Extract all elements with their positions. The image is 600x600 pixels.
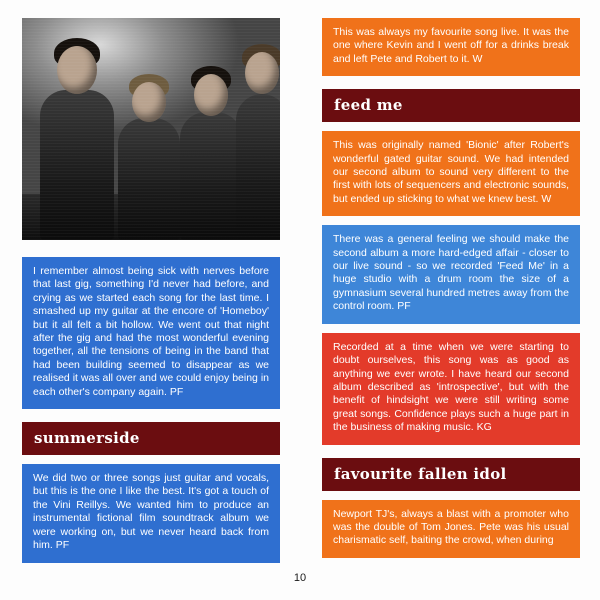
left-column	[22, 18, 280, 563]
spacer	[22, 240, 280, 257]
spacer	[322, 122, 580, 131]
spacer	[322, 76, 580, 89]
text-block-summerside	[22, 464, 280, 562]
spacer	[322, 324, 580, 333]
text-block-body: There was a general feeling we should make the second album a more hard-edged affair - closer to our live sound - so we recorded 'Feed Me' in a huge studio with a drum room the size of a gymnasium several hundred metres away from the control room. PF	[333, 233, 569, 313]
text-block-second-album-sound	[322, 225, 580, 323]
spacer	[22, 455, 280, 464]
text-block-confidence	[322, 333, 580, 445]
photo-figure-4	[236, 94, 280, 240]
photo-figure-head	[132, 82, 166, 122]
right-column	[322, 18, 580, 558]
photo-figure-head	[57, 46, 97, 94]
photo-figure-3	[180, 112, 242, 240]
text-block-last-gig	[22, 257, 280, 409]
spacer	[322, 491, 580, 500]
photo-figure-2	[118, 118, 180, 240]
text-block-bionic-origin	[322, 131, 580, 216]
section-heading-feed-me: feed me	[322, 89, 580, 122]
photo-figure-head	[245, 52, 279, 94]
section-heading-summerside: summerside	[22, 422, 280, 455]
text-block-body: Recorded at a time when we were starting to doubt ourselves, this song was as good as anything we ever wrote. I have heard our second album described as 'introspective', but with the benefit of hindsight we were still writing some great songs. Confidence plays such a huge part in the business of making music. KG	[333, 340, 569, 434]
text-block-body: I remember almost being sick with nerves before that last gig, something I'd never had before, and crying as we started each song for the last time. I smashed up my guitar at the encore of 'Homeboy' but it all felt a bit hollow. We went out that night after the gig and had the most wonderful evening together, all the tensions of being in the band that had been building seemed to disappear as we realised it was all over and we could enjoy being in each other's company again. PF	[33, 265, 269, 398]
text-block-body: Newport TJ's, always a blast with a promoter who was the double of Tom Jones. Pete was his usual charismatic self, baiting the crowd, when during	[333, 507, 569, 547]
text-block-favourite-song-live	[322, 18, 580, 76]
text-block-body: This was always my favourite song live. It was the one where Kevin and I went off for a drinks break and left Pete and Robert to it. W	[333, 26, 569, 65]
spacer	[322, 445, 580, 458]
text-block-newport-tjs	[322, 500, 580, 558]
text-block-body: This was originally named 'Bionic' after Robert's wonderful gated guitar sound. We had intended our second album to sound very different to the first with lots of sequencers and electronic sounds, but ended up sticking to what we knew best. W	[333, 139, 569, 205]
photo-figure-1	[40, 90, 114, 240]
section-heading-favourite-fallen-idol: favourite fallen idol	[322, 458, 580, 491]
band-group-photo	[22, 18, 280, 240]
spacer	[22, 409, 280, 422]
page-number: 10	[293, 572, 307, 584]
text-block-body: We did two or three songs just guitar and vocals, but this is the one I like the best. It's got a touch of the Vini Reillys. We wanted him to produce an instrumental fictional film soundtrack album we were working on, but we never heard back from him. PF	[33, 472, 269, 552]
photo-figure-head	[194, 74, 228, 116]
spacer	[322, 216, 580, 225]
